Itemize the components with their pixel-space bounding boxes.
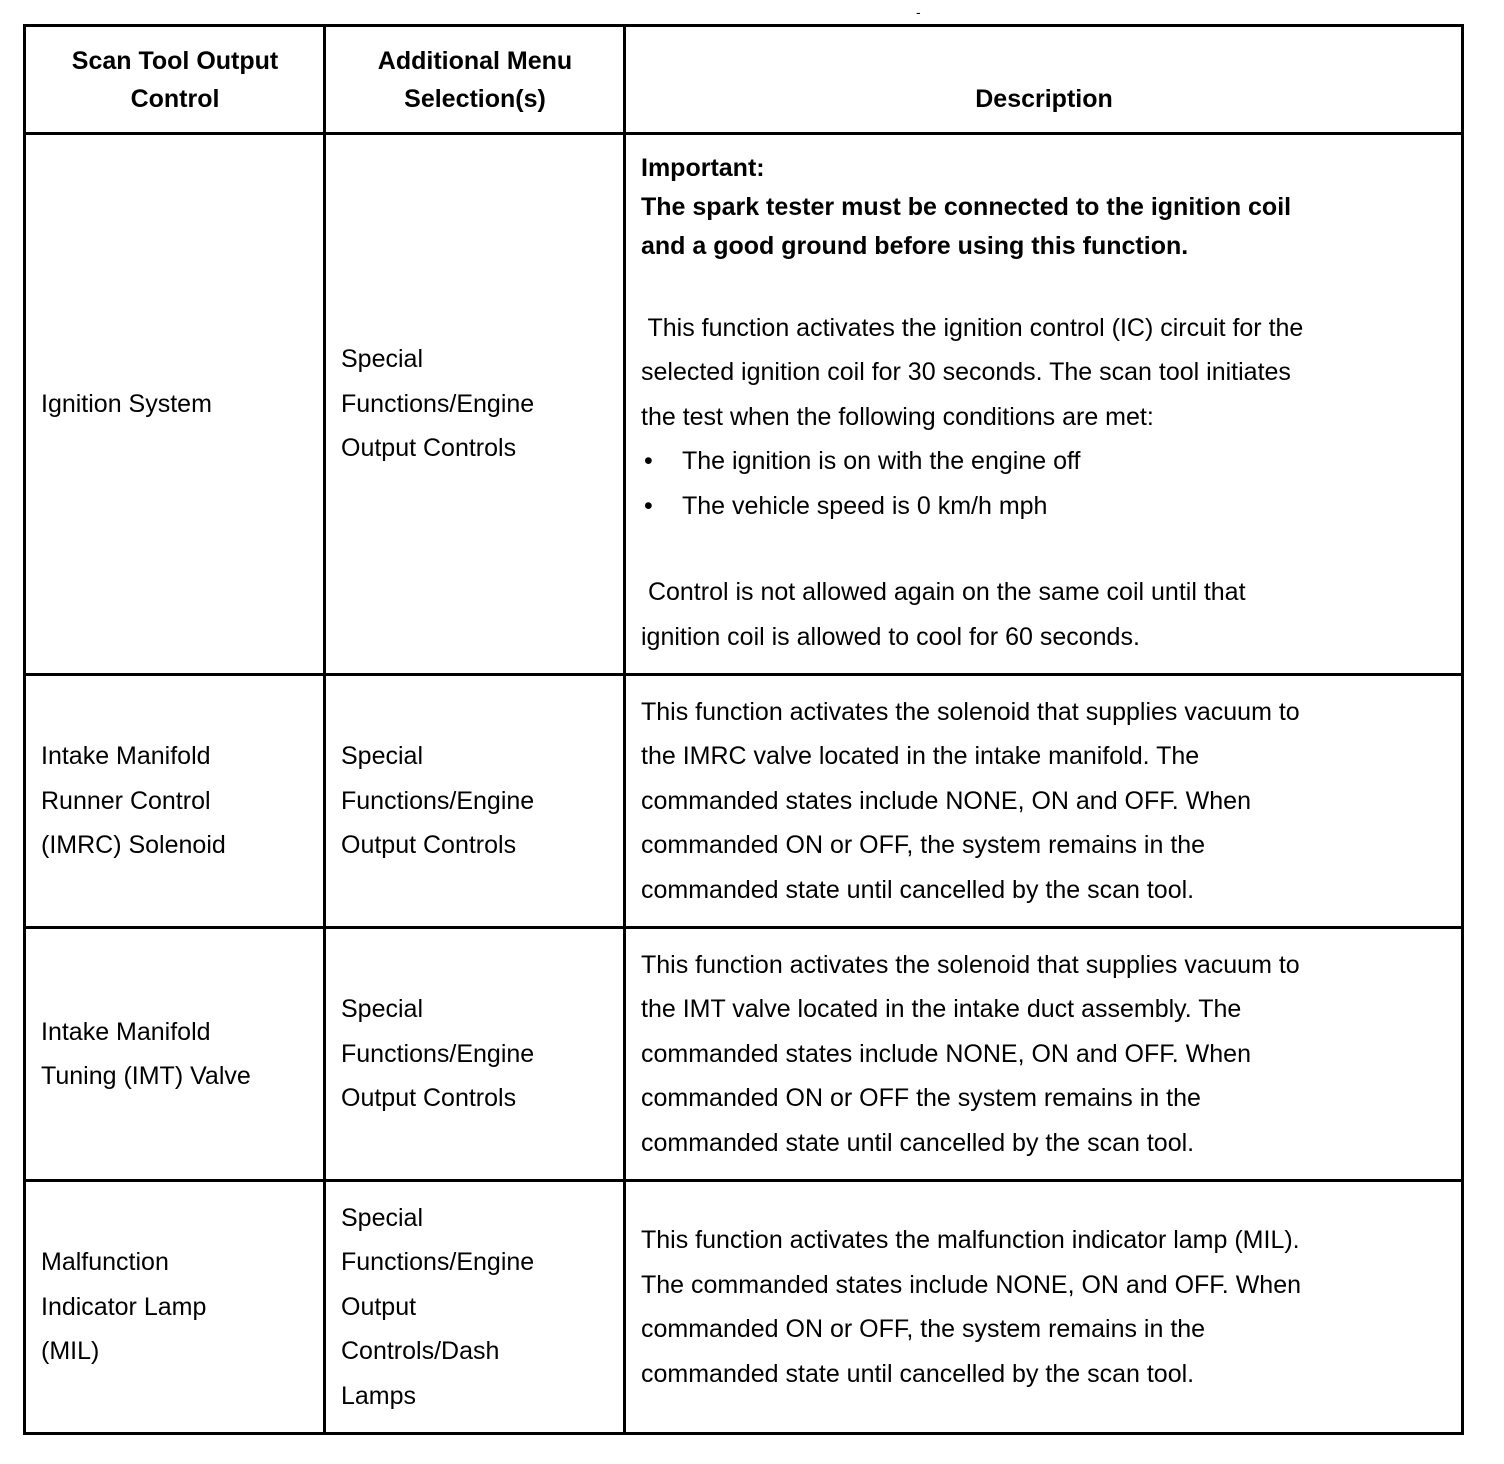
- bullet-text: The ignition is on with the engine off: [682, 447, 1081, 476]
- header-line: Description: [975, 84, 1113, 113]
- text-line: Special: [341, 742, 423, 771]
- text-line: Indicator Lamp: [41, 1292, 207, 1321]
- text-line: Functions/Engine: [341, 1039, 535, 1068]
- bullet-item: [641, 439, 1447, 484]
- description-cell: [625, 928, 1463, 1181]
- text-line: Special: [341, 995, 423, 1024]
- page-mark: -: [916, 4, 921, 20]
- description-cell: [625, 1181, 1463, 1434]
- text-line: commanded ON or OFF the system remains in the: [641, 1084, 1201, 1113]
- output-controls-table: [23, 24, 1464, 1435]
- menu-cell: [325, 928, 625, 1181]
- control-cell: [25, 134, 325, 675]
- text-line: commanded state until cancelled by the scan tool.: [641, 1359, 1195, 1388]
- header-scan-tool-output-control: [25, 26, 325, 134]
- control-cell: [25, 675, 325, 928]
- text-line: Output Controls: [341, 434, 517, 463]
- table-row: [25, 1181, 1463, 1434]
- text-line: Lamps: [341, 1381, 417, 1410]
- text-line: selected ignition coil for 30 seconds. The scan tool initiates: [641, 358, 1291, 387]
- text-line: commanded ON or OFF, the system remains in the: [641, 1315, 1206, 1343]
- text-line: Intake Manifold: [41, 742, 211, 771]
- control-cell: [25, 1181, 325, 1434]
- text-line: commanded states include NONE, ON and OFF. When: [641, 1039, 1251, 1068]
- text-line: ignition coil is allowed to cool for 60 seconds.: [641, 622, 1140, 651]
- text-line: Output: [341, 1292, 417, 1321]
- text-line: Output Controls: [341, 1084, 517, 1113]
- bullet-icon: •: [644, 447, 653, 476]
- description-cell: [625, 675, 1463, 928]
- text-line: This function activates the ignition control (IC) circuit for the: [641, 313, 1304, 342]
- text-line: The commanded states include NONE, ON and OFF. When: [641, 1270, 1301, 1299]
- text-line: Special: [341, 1203, 423, 1232]
- description-cell: [625, 134, 1463, 675]
- text-line: (MIL): [41, 1337, 100, 1366]
- text-line: commanded state until cancelled by the scan tool.: [641, 1128, 1195, 1157]
- bullet-item: [641, 484, 1447, 529]
- text-line: The spark tester must be connected to the ignition coil: [641, 192, 1292, 221]
- header-additional-menu: [325, 26, 625, 134]
- text-line: and a good ground before using this function.: [641, 231, 1189, 260]
- menu-cell: [325, 1181, 625, 1434]
- header-line: Control: [130, 84, 220, 113]
- header-description: [625, 26, 1463, 134]
- header-row: [25, 26, 1463, 134]
- bullet-text: The vehicle speed is 0 km/h mph: [682, 491, 1048, 520]
- text-line: Functions/Engine: [341, 1248, 535, 1277]
- header-line: Scan Tool Output: [71, 46, 279, 75]
- text-line: Control is not allowed again on the same coil until that: [641, 578, 1246, 607]
- important-label: Important:: [641, 153, 765, 182]
- menu-cell: [325, 675, 625, 928]
- text-line: Intake Manifold: [41, 1017, 211, 1046]
- text-line: This function activates the malfunction indicator lamp (MIL).: [641, 1226, 1300, 1254]
- text-line: the test when the following conditions are met:: [641, 402, 1154, 431]
- text-line: Functions/Engine: [341, 786, 535, 815]
- bullet-icon: •: [644, 491, 653, 520]
- menu-cell: [325, 134, 625, 675]
- text-line: Ignition System: [41, 389, 212, 418]
- table-row: [25, 928, 1463, 1181]
- table-row: [25, 134, 1463, 675]
- header-line: Additional Menu: [377, 46, 573, 75]
- text-line: This function activates the solenoid that supplies vacuum to: [641, 950, 1300, 979]
- header-line: Selection(s): [404, 84, 546, 113]
- text-line: This function activates the solenoid that supplies vacuum to: [641, 697, 1300, 726]
- text-line: (IMRC) Solenoid: [41, 831, 226, 860]
- text-line: the IMT valve located in the intake duct assembly. The: [641, 995, 1242, 1024]
- text-line: Tuning (IMT) Valve: [41, 1062, 251, 1090]
- control-cell: [25, 928, 325, 1181]
- text-line: Malfunction: [41, 1248, 169, 1277]
- text-line: commanded ON or OFF, the system remains in the: [641, 831, 1206, 860]
- text-line: Controls/Dash: [341, 1337, 500, 1366]
- text-line: commanded state until cancelled by the scan tool.: [641, 875, 1195, 904]
- text-line: Runner Control: [41, 786, 211, 815]
- text-line: Functions/Engine: [341, 389, 535, 418]
- text-line: commanded states include NONE, ON and OFF. When: [641, 786, 1251, 815]
- text-line: the IMRC valve located in the intake manifold. The: [641, 742, 1200, 771]
- text-line: Output Controls: [341, 831, 517, 860]
- table-row: [25, 675, 1463, 928]
- text-line: Special: [341, 345, 423, 374]
